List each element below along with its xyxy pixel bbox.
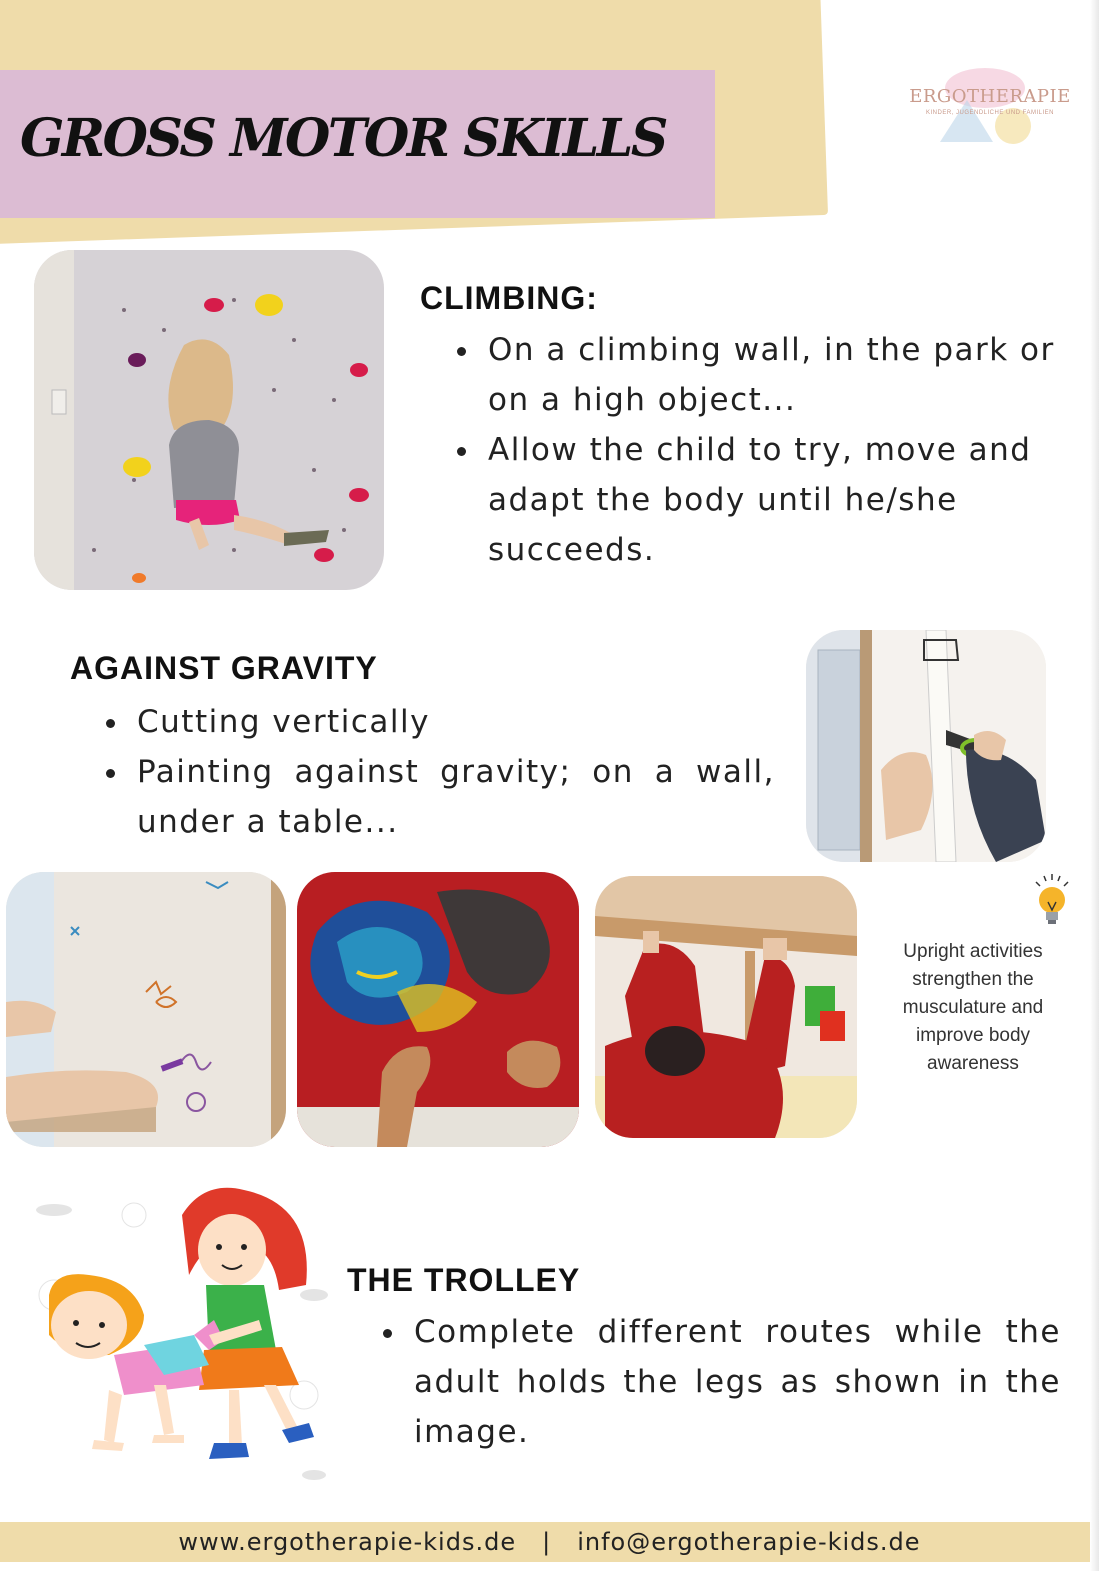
page-edge-shadow bbox=[1090, 0, 1099, 1571]
gravity-bullets bbox=[101, 697, 775, 847]
climbing-heading: CLIMBING: bbox=[420, 280, 598, 316]
painting-under-table-photo bbox=[595, 876, 857, 1138]
footer-email-link[interactable]: info@ergotherapie-kids.de bbox=[577, 1528, 921, 1556]
climbing-bullet-1: • On a climbing wall, in the park or on a high object... bbox=[482, 325, 1067, 425]
trolley-bullets bbox=[378, 1307, 1061, 1457]
trolley-heading: THE TROLLEY bbox=[347, 1262, 581, 1298]
footer-separator: | bbox=[542, 1528, 552, 1556]
gravity-heading: AGAINST GRAVITY bbox=[70, 650, 378, 686]
climbing-bullet-2: • Allow the child to try, move and adapt the body until he/she succeeds. bbox=[482, 425, 1067, 575]
footer-website-link[interactable]: www.ergotherapie-kids.de bbox=[178, 1528, 517, 1556]
cutting-vertically-photo bbox=[806, 630, 1046, 862]
painting-easel-photo bbox=[6, 872, 286, 1147]
gravity-bullet-2: • Painting against gravity; on a wall, under a table... bbox=[131, 747, 775, 847]
painting-wall-photo bbox=[297, 872, 579, 1147]
page-title: GROSS MOTOR SKILLS bbox=[20, 108, 666, 169]
climbing-bullets bbox=[452, 325, 1067, 575]
lightbulb-icon bbox=[1030, 872, 1074, 932]
trolley-bullet-1: • Complete different routes while the adult holds the legs as shown in the image. bbox=[408, 1307, 1061, 1457]
logo bbox=[905, 60, 1075, 145]
tip-text: Upright activities strengthen the musculature and improve body awareness bbox=[902, 941, 1044, 1074]
footer bbox=[0, 1522, 1099, 1562]
climbing-wall-photo bbox=[34, 250, 384, 590]
trolley-illustration bbox=[14, 1185, 334, 1495]
logo-subtext: KINDER, JUGENDLICHE UND FAMILIEN bbox=[925, 110, 1055, 116]
logo-text: ERGOTHERAPIE bbox=[909, 86, 1071, 107]
gravity-bullet-1: • Cutting vertically bbox=[131, 697, 775, 747]
